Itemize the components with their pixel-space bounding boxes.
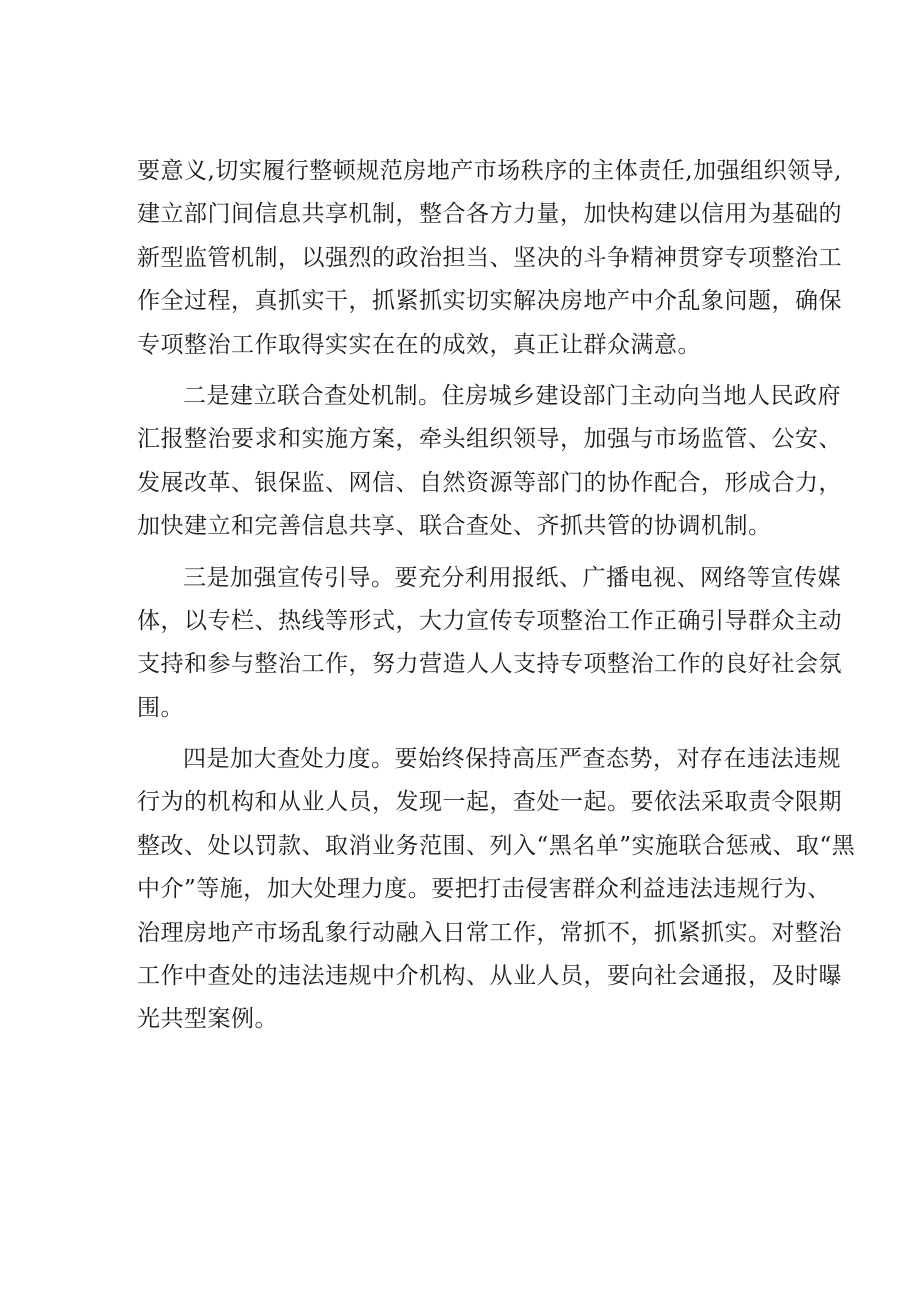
text-line: 支持和参与整治工作，努力营造人人支持专项整治工作的良好社会氛 <box>137 651 842 678</box>
paragraph-3 <box>137 557 842 731</box>
text-line: 汇报整治要求和实施方案，牵头组织领导，加强与市场监管、公安、 <box>137 426 842 453</box>
text-line: 行为的机构和从业人员，发现一起，查处一起。要依法采取责令限期 <box>137 789 842 816</box>
paragraph-4 <box>137 738 856 1042</box>
text-line: 体，以专栏、热线等形式，大力宣传专项整治工作正确引导群众主动 <box>137 607 842 634</box>
text-line: 光共型案例。 <box>137 1006 278 1033</box>
paragraph-2 <box>137 375 842 549</box>
text-line: 作全过程，真抓实干，抓紧抓实切实解决房地产中介乱象问题，确保 <box>137 288 842 315</box>
document-body <box>137 150 856 1042</box>
text-line: 加快建立和完善信息共享、联合查处、齐抓共管的协调机制。 <box>137 513 772 540</box>
text-line: 发展改革、银保监、网信、自然资源等部门的协作配合，形成合力， <box>137 469 842 496</box>
text-line: 整改、处以罚款、取消业务范围、列入“黑名单”实施联合惩戒、取“黑 <box>137 832 856 859</box>
text-line: 工作中查处的违法违规中介机构、从业人员，要向社会通报，及时曝 <box>137 963 842 990</box>
text-line: 四是加大查处力度。要始终保持高压严查态势，对存在违法违规 <box>183 746 841 773</box>
text-line: 三是加强宣传引导。要充分利用报纸、广播电视、网络等宣传媒 <box>183 564 841 591</box>
text-line: 建立部门间信息共享机制，整合各方力量，加快构建以信用为基础的 <box>137 201 842 228</box>
text-line: 专项整治工作取得实实在在的成效，真正让群众满意。 <box>137 331 701 358</box>
text-line: 围。 <box>137 694 184 721</box>
text-line: 要意义,切实履行整顿规范房地产市场秩序的主体责任,加强组织领导, <box>137 158 842 184</box>
text-line: 中介”等施，加大处理力度。要把打击侵害群众利益违法违规行为、 <box>137 876 831 903</box>
text-line: 二是建立联合查处机制。住房城乡建设部门主动向当地人民政府 <box>183 382 841 409</box>
text-line: 治理房地产市场乱象行动融入日常工作，常抓不，抓紧抓实。对整治 <box>137 919 842 946</box>
text-line: 新型监管机制，以强烈的政治担当、坚决的斗争精神贯穿专项整治工 <box>137 244 842 271</box>
paragraph-1 <box>137 150 842 367</box>
